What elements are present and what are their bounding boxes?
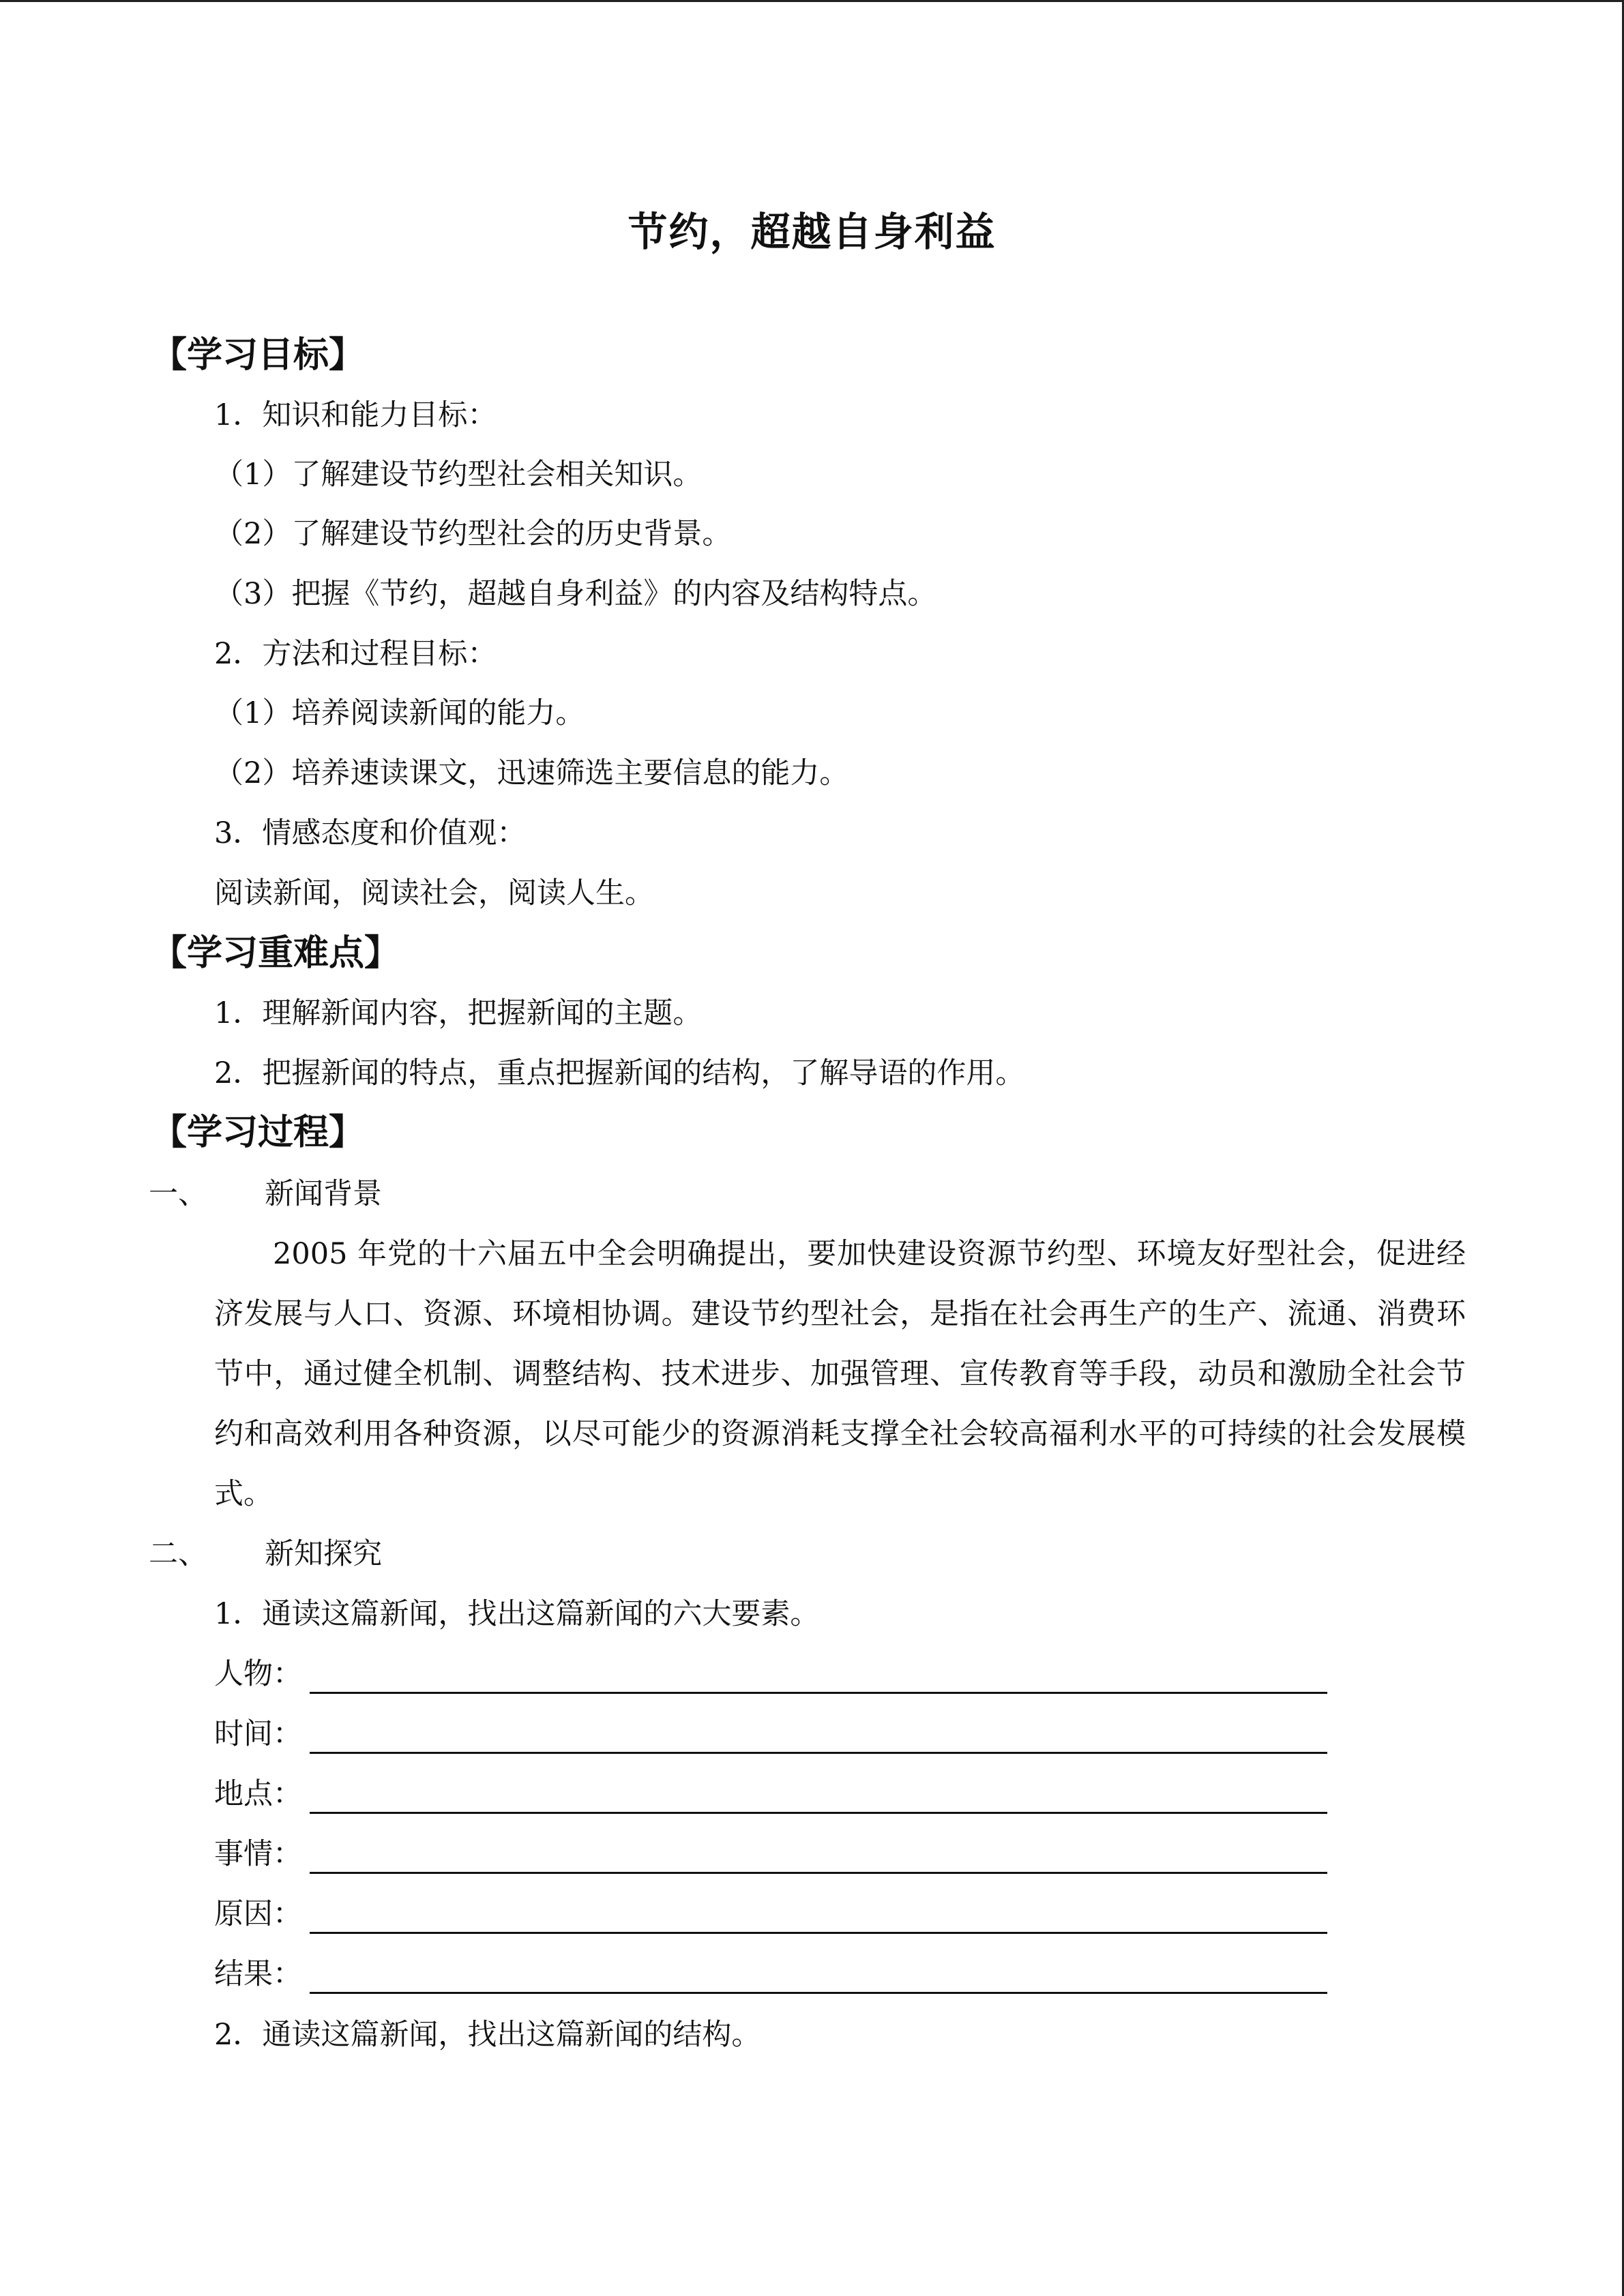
answer-line[interactable] xyxy=(310,1932,1327,1934)
answer-line[interactable] xyxy=(310,1992,1327,1994)
field-result[interactable] xyxy=(214,1955,1327,1996)
part-1-heading xyxy=(149,1175,382,1213)
background-paragraph: 2005 年党的十六届五中全会明确提出，要加快建设资源节约型、环境友好型社会，促进经济发展与人口、资源、环境相协调。建设节约型社会，是指在社会再生产的生产、流通、消费环节中，通过健全机制、调整结构、技术进步、加强管理、宣传教育等手段，动员和激励全社会节约和高效利用各种资源，以尽可能少的资源消耗支撑全社会较高福利水平的可持续的社会发展模式。 xyxy=(214,1237,1466,1511)
question-1: 1．通读这篇新闻，找出这篇新闻的六大要素。 xyxy=(214,1597,820,1631)
field-person[interactable] xyxy=(214,1655,1327,1696)
part-1-number: 一、 xyxy=(149,1177,207,1211)
objectives-heading: 【学习目标】 xyxy=(151,335,365,376)
document-title: 节约，超越自身利益 xyxy=(628,209,996,255)
objective-item-2-2: （2）培养速读课文，迅速筛选主要信息的能力。 xyxy=(214,756,849,790)
objective-item-2: 2．方法和过程目标： xyxy=(214,637,497,671)
field-cause-label: 原因： xyxy=(214,1897,302,1931)
field-person-label: 人物： xyxy=(214,1657,302,1691)
answer-line[interactable] xyxy=(310,1872,1327,1874)
key-points-heading: 【学习重难点】 xyxy=(151,933,400,974)
part-2-heading xyxy=(149,1535,382,1573)
objective-item-1-1: （1）了解建设节约型社会相关知识。 xyxy=(214,458,703,492)
field-cause[interactable] xyxy=(214,1895,1327,1936)
part-2-title: 新知探究 xyxy=(265,1537,382,1571)
part-2-number: 二、 xyxy=(149,1537,207,1571)
objective-item-1-3: （3）把握《节约，超越自身利益》的内容及结构特点。 xyxy=(214,577,937,611)
field-place-label: 地点： xyxy=(214,1777,302,1811)
process-heading: 【学习过程】 xyxy=(151,1112,365,1153)
objective-item-3: 3．情感态度和价值观： xyxy=(214,816,527,850)
answer-line[interactable] xyxy=(310,1692,1327,1694)
key-point-item-1: 1．理解新闻内容，把握新闻的主题。 xyxy=(214,996,703,1030)
part-1-title: 新闻背景 xyxy=(265,1177,382,1211)
field-place[interactable] xyxy=(214,1775,1327,1816)
field-time-label: 时间： xyxy=(214,1717,302,1751)
objective-item-1-2: （2）了解建设节约型社会的历史背景。 xyxy=(214,517,732,551)
field-result-label: 结果： xyxy=(214,1957,302,1991)
field-time[interactable] xyxy=(214,1715,1327,1756)
question-2: 2．通读这篇新闻，找出这篇新闻的结构。 xyxy=(214,2018,761,2052)
answer-line[interactable] xyxy=(310,1752,1327,1754)
field-event-label: 事情： xyxy=(214,1837,302,1871)
objective-item-1: 1．知识和能力目标： xyxy=(214,398,497,432)
objective-item-3-text: 阅读新闻，阅读社会，阅读人生。 xyxy=(214,876,654,910)
field-event[interactable] xyxy=(214,1835,1327,1876)
key-point-item-2: 2．把握新闻的特点，重点把握新闻的结构，了解导语的作用。 xyxy=(214,1056,1025,1090)
answer-line[interactable] xyxy=(310,1812,1327,1814)
objective-item-2-1: （1）培养阅读新闻的能力。 xyxy=(214,696,585,730)
